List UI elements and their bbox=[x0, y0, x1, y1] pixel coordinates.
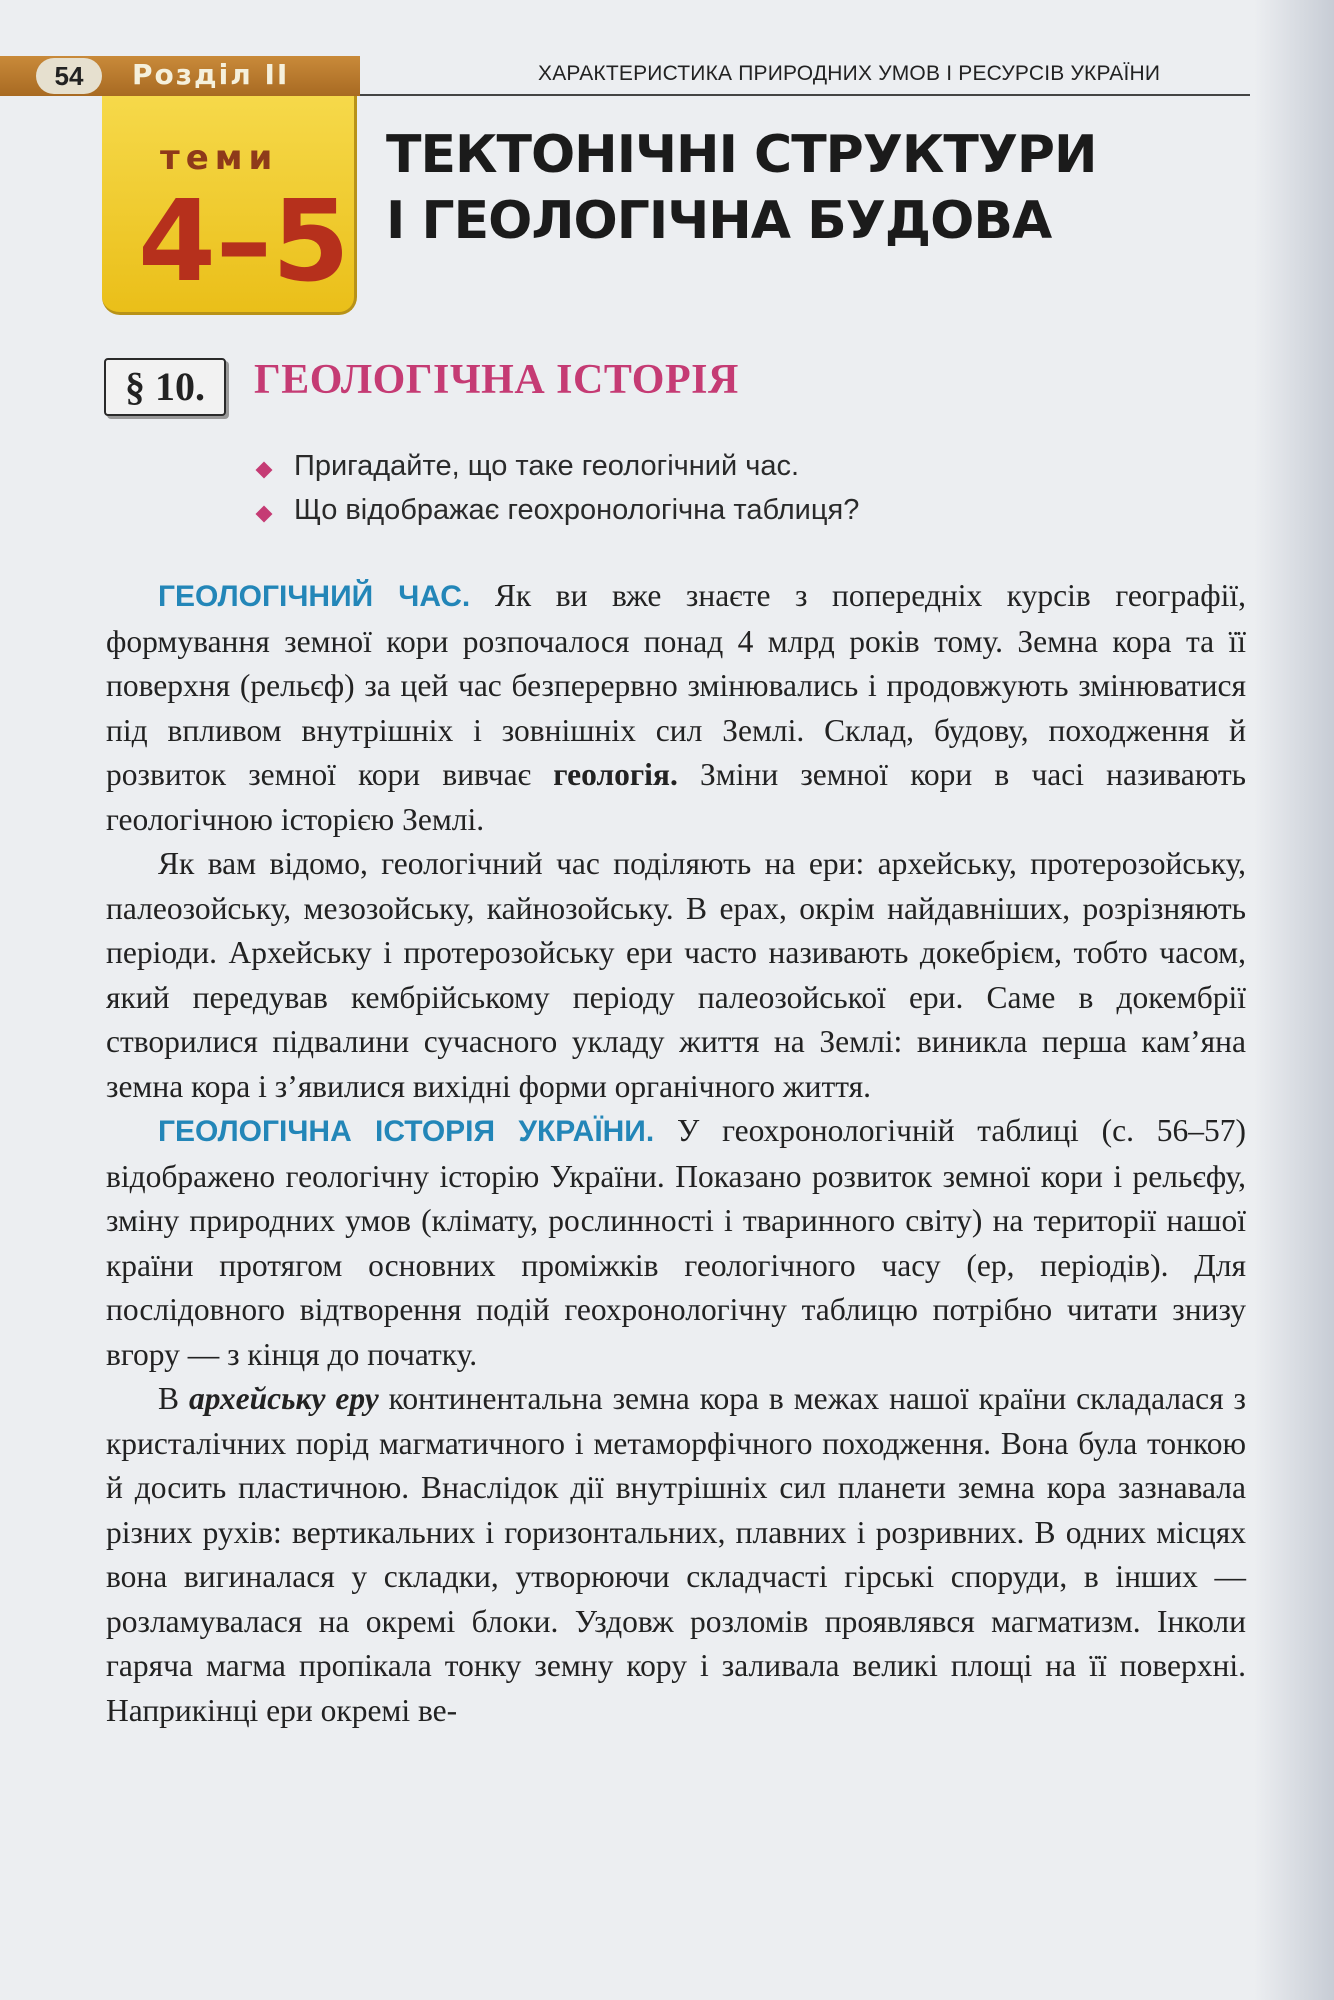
chapter-title-line-1: ТЕКТОНІЧНІ СТРУКТУРИ bbox=[386, 125, 1097, 185]
topic-word: теми bbox=[160, 138, 279, 178]
chapter-title bbox=[386, 122, 1097, 254]
body-paragraph-2: Як вам відомо, геологічний час поділяють на ери: архейську, протерозойську, палеозойську, мезозойську, кайнозойську. В ерах, окрім найдавніших, розрізняють періоди. Архейську і протерозойську ери часто називають докебрієм, тобто часом, який передував кембрійському періоду палеозойської ери. Саме в докембрії створилися підвалини сучасного укладу життя на Землі: виникла перша кам’яна земна кора і з’явилися вихідні форми органічного життя. bbox=[106, 846, 1246, 1104]
topic-number: 4–5 bbox=[138, 177, 350, 307]
body-text-span: Як ви вже знаєте з попередніх курсів географії, формування земної кори розпочалося понад 4 млрд років тому. Земна кора та її поверхня (рельєф) за цей час безперервно змінювались і продовжують змінюватися під впливом внутрішніх і зовнішніх сил Землі. Склад, будову, походження й розвиток земної кори вивчає bbox=[106, 578, 1246, 792]
paragraph-number: § 10. bbox=[104, 358, 226, 416]
subheading-geological-time: ГЕОЛОГІЧНИЙ ЧАС. bbox=[158, 580, 471, 613]
body-text bbox=[106, 574, 1246, 1733]
question-1: Пригадайте, що таке геологічний час. bbox=[294, 450, 800, 482]
page-edge-shadow bbox=[1254, 0, 1334, 2000]
question-2: Що відображає геохронологічна таблиця? bbox=[294, 494, 860, 526]
page-number: 54 bbox=[36, 58, 102, 94]
body-text-span: У геохронологічній таблиці (с. 56–57) відображено геологічну історію України. Показано розвиток земної кори і рельєфу, зміну природних умов (клімату, рослинності і тваринного світу) на території нашої країни протягом основних проміжків геологічного часу (ер, періодів). Для послідовного відтворення подій геохронологічну таблицю потрібно читати знизу вгору — з кінця до початку. bbox=[106, 1113, 1246, 1372]
body-paragraph-3 bbox=[106, 1109, 1246, 1377]
body-text-span: континентальна земна кора в межах нашої країни складалася з кристалічних порід магматичного і метаморфічного походження. Вона була тонкою й досить пластичною. Внаслідок дії внутрішніх сил планети земна кора зазнавала різних рухів: вертикальних і горизонтальних, плавних і розривних. В одних місцях вона вигиналася у складки, утворюючи складчасті гірські споруди, в інших — розламувалася на окремі блоки. Уздовж розломів проявлявся магматизм. Інколи гаряча магма пропікала тонку земну кору і заливала великі площі на її поверхні. Наприкінці ери окремі ве- bbox=[106, 1381, 1246, 1728]
body-text-span: Зміни земної кори в часі називають геологічною історією Землі. bbox=[106, 757, 1246, 837]
header-rule bbox=[360, 94, 1250, 96]
question-bullet-icon bbox=[256, 506, 273, 523]
paragraph-title: ГЕОЛОГІЧНА ІСТОРІЯ bbox=[254, 357, 739, 403]
section-label: Розділ II bbox=[132, 58, 290, 91]
question-bullet-icon bbox=[256, 462, 273, 479]
body-paragraph-4 bbox=[106, 1377, 1246, 1733]
term-archean-era: архейську еру bbox=[188, 1381, 379, 1416]
chapter-title-line-2: І ГЕОЛОГІЧНА БУДОВА bbox=[386, 191, 1052, 251]
term-geology: геологія. bbox=[553, 757, 678, 792]
body-text-span: В bbox=[158, 1381, 189, 1416]
running-head: ХАРАКТЕРИСТИКА ПРИРОДНИХ УМОВ І РЕСУРСІВ УКРАЇНИ bbox=[538, 62, 1161, 85]
subheading-ukraine-history: ГЕОЛОГІЧНА ІСТОРІЯ УКРАЇНИ. bbox=[158, 1115, 655, 1148]
body-paragraph-1 bbox=[106, 574, 1246, 842]
